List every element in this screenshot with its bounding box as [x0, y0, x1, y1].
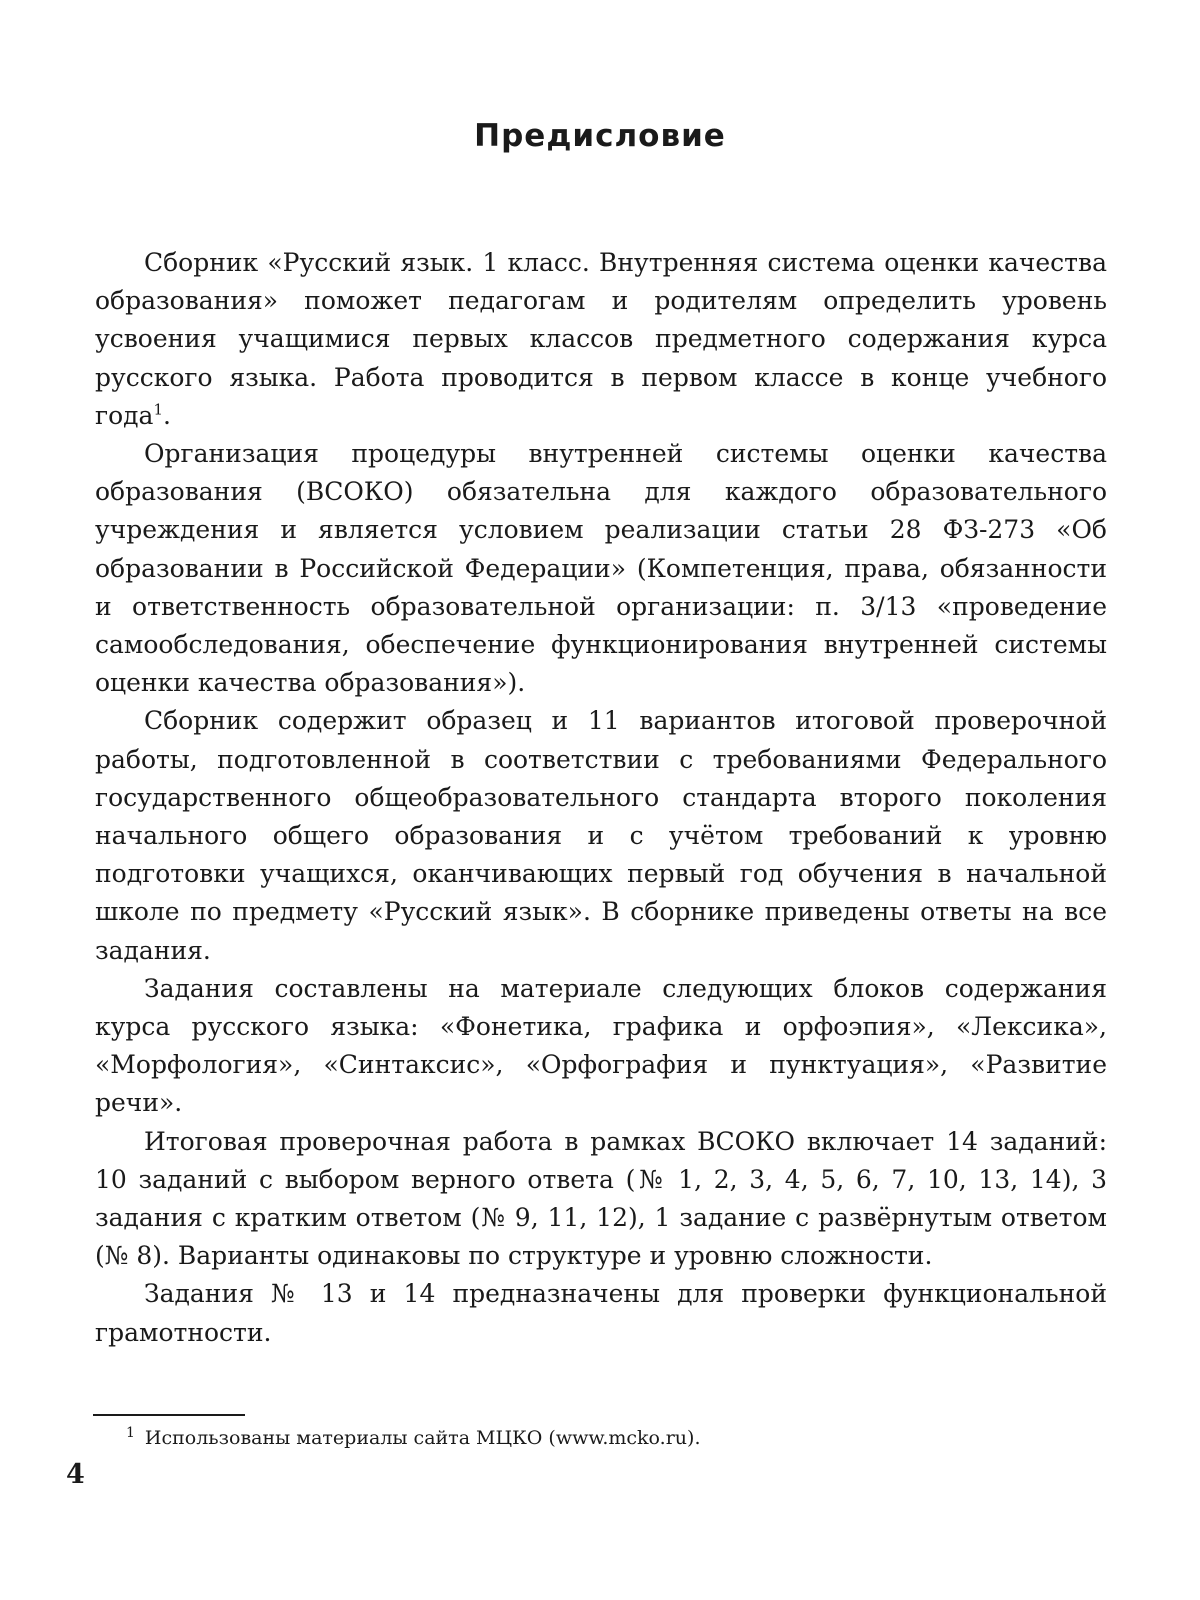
paragraph-intro: [95, 244, 1107, 435]
paragraph-functional-literacy: Задания № 13 и 14 предназначены для проверки функциональной грамотности.: [95, 1279, 1107, 1347]
page-title: Предисловие: [474, 118, 726, 154]
page-number: 4: [66, 1459, 85, 1490]
footnote: [126, 1424, 701, 1449]
paragraph-blocks: Задания составлены на материале следующих блоков содержания курса русского языка: «Фонетика, графика и орфоэпия», «Лексика», «Морфология», «Синтаксис», «Орфография и пунктуация», «Развитие речи».: [95, 973, 1107, 1118]
paragraph-contents: Сборник содержит образец и 11 вариантов итоговой проверочной работы, подготовленной в соответствии с требованиями Федерального государственного общеобразовательного стандарта второго поколения начального общего образования и с учётом требований к уровню подготовки учащихся, оканчивающих первый год обучения в начальной школе по предмету «Русский язык». В сборнике приведены ответы на все задания.: [95, 706, 1107, 965]
footnote-mark: 1: [126, 1424, 135, 1441]
paragraph-structure: Итоговая проверочная работа в рамках ВСОКО включает 14 заданий: 10 заданий с выбором верного ответа (№ 1, 2, 3, 4, 5, 6, 7, 10, 13, 14), 3 задания с кратким ответом (№ 9, 11, 12), 1 задание с развёрнутым ответом (№ 8). Варианты одинаковы по структуре и уровню сложности.: [95, 1126, 1107, 1271]
paragraph-vsoko: Организация процедуры внутренней системы оценки качества образования (ВСОКО) обязательна для каждого образовательного учреждения и является условием реализации статьи 28 ФЗ-273 «Об образовании в Российской Федерации» (Компетенция, права, обязанности и ответственность образовательной организации: п. 3/13 «проведение самообследования, обеспечение функционирования внутренней системы оценки качества образования»).: [95, 439, 1107, 698]
footnote-reference: 1: [153, 400, 163, 419]
paragraph-text: Сборник «Русский язык. 1 класс. Внутренняя система оценки качества образования» поможет педагогам и родителям определить уровень усвоения учащимися первых классов предметного содержания курса русского языка. Работа проводится в первом классе в конце учебного года: [95, 248, 1107, 430]
paragraph-tail: .: [163, 400, 171, 430]
body-text: [95, 244, 1107, 1352]
footnote-text: Использованы материалы сайта МЦКО (www.mcko.ru).: [144, 1427, 701, 1449]
footnote-divider: [93, 1414, 245, 1416]
